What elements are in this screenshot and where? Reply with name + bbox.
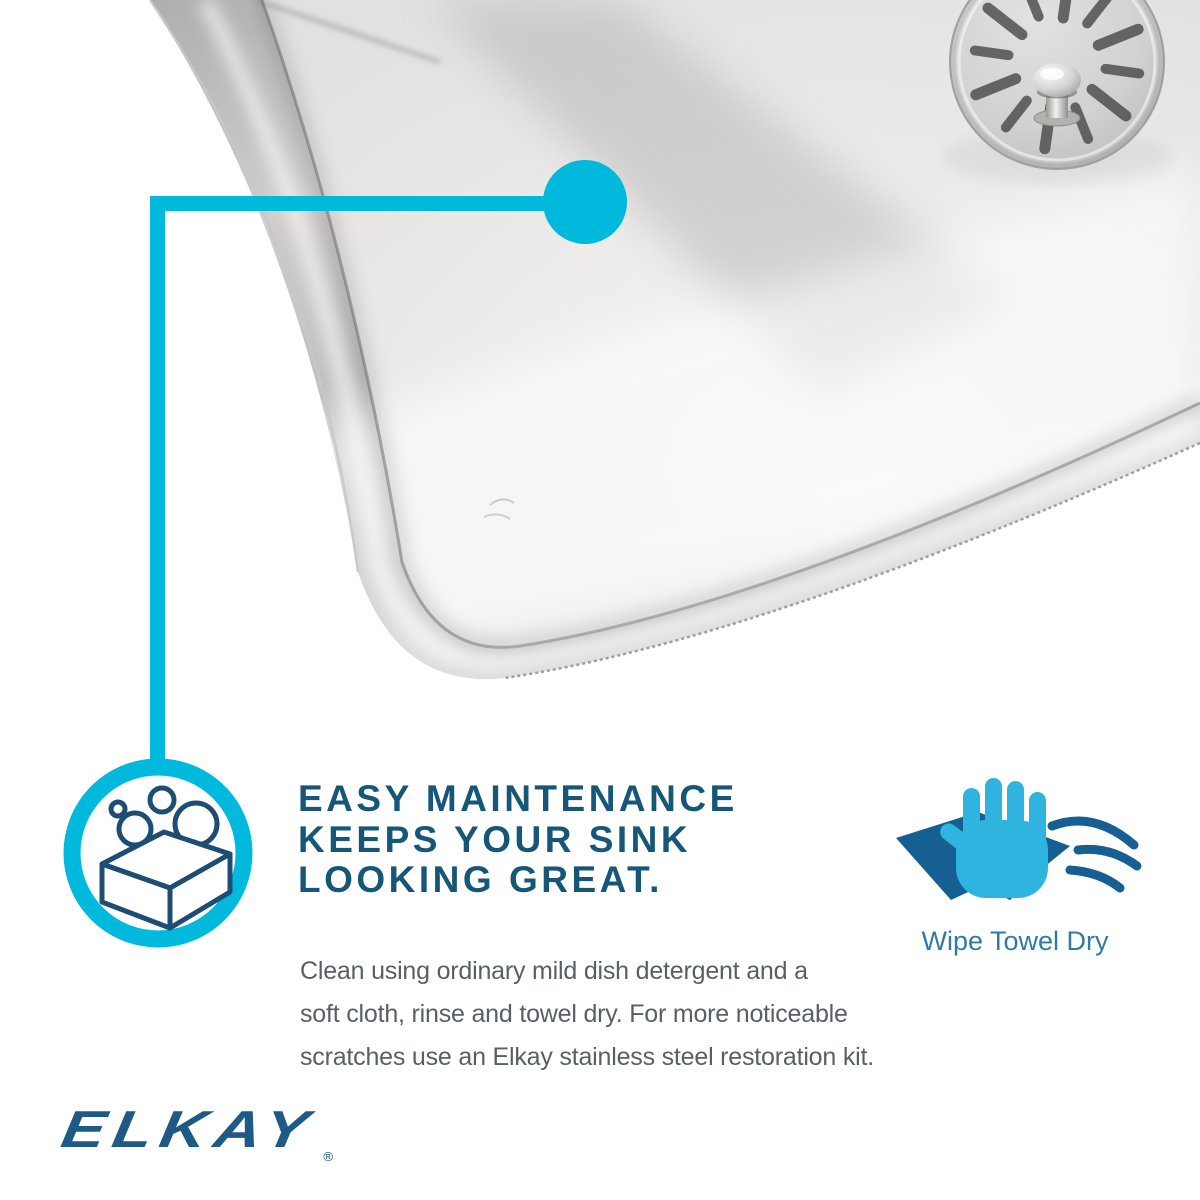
body-line: scratches use an Elkay stainless steel restoration kit. [300, 1043, 874, 1071]
headline-line: KEEPS YOUR SINK [298, 818, 692, 860]
headline-line: LOOKING GREAT. [298, 859, 663, 900]
callout-dot [543, 160, 627, 244]
registered-trademark-mark: ® [323, 1149, 333, 1164]
motion-swoosh-lines [1052, 821, 1137, 888]
headline [298, 779, 738, 901]
body-line: soft cloth, rinse and towel dry. For more noticeable [300, 1000, 848, 1028]
body-copy [300, 950, 874, 1079]
drain-knob [1033, 63, 1081, 126]
callout-line-horizontal [150, 196, 585, 211]
wipe-towel-dry-label: Wipe Towel Dry [921, 926, 1109, 956]
soap-circle-badge [58, 748, 258, 960]
callout-line-vertical [150, 196, 165, 766]
elkay-logo-text: ELKAY [57, 1101, 321, 1159]
drain-strainer [942, 0, 1172, 183]
body-line: Clean using ordinary mild dish detergent and a [300, 957, 808, 985]
headline-line: EASY MAINTENANCE [298, 778, 738, 819]
elkay-logo [57, 1100, 333, 1164]
